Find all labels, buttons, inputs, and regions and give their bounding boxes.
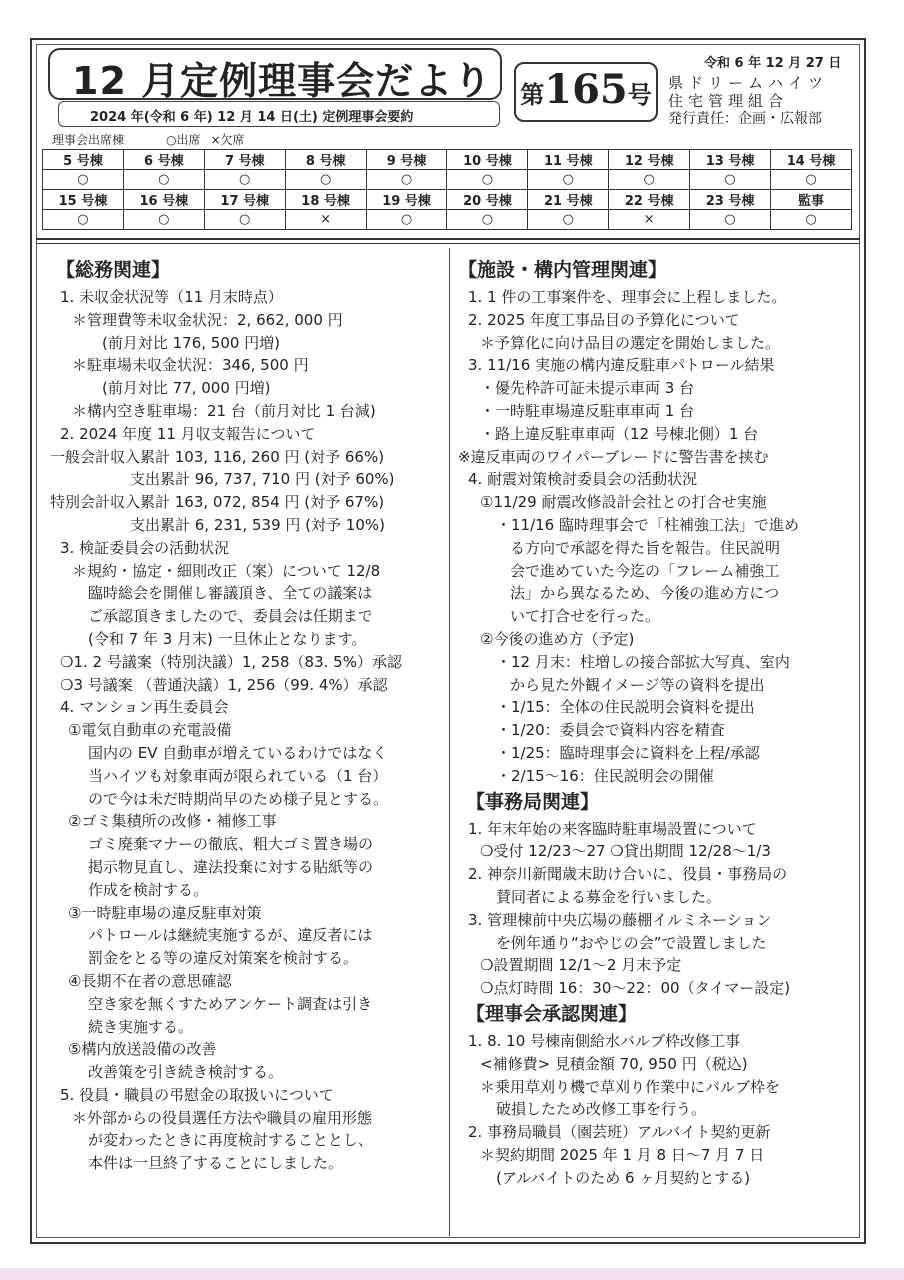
- text-line: ・11/16 臨時理事会で「柱補強工法」で進め: [496, 515, 799, 534]
- legend-absent: ×欠席: [210, 133, 245, 147]
- text-line: (前月対比 77, 000 円増): [102, 379, 271, 398]
- text-line: ・一時駐車場違反駐車車両 1 台: [480, 401, 695, 420]
- text-line: ＊駐車場未収金状況：346, 500 円: [72, 356, 309, 375]
- text-line: 支出累計 6, 231, 539 円 (対予 10%): [130, 515, 385, 534]
- issue-digits: 165: [544, 66, 628, 113]
- text-line: 当ハイツも対象車両が限られている（1 台）: [88, 766, 388, 785]
- section-divider-thin: [36, 243, 860, 244]
- text-line: ❍設置期間 12/1〜2 月末予定: [480, 956, 682, 975]
- text-line: ②今後の進め方（予定): [480, 629, 635, 648]
- building-cell: 12 号棟: [609, 150, 690, 170]
- org-responsible: 発行責任：企画・広報部: [668, 111, 822, 127]
- text-line: 1. 8. 10 号棟南側給水バルブ枠改修工事: [468, 1031, 741, 1050]
- text-line: ゴミ廃棄マナーの徹底、粗大ゴミ置き場の: [88, 835, 374, 854]
- building-cell: 5 号棟: [43, 150, 124, 170]
- text-line: 賛同者による募金を行いました。: [496, 887, 722, 906]
- text-line: 支出累計 96, 737, 710 円 (対予 60%): [130, 470, 395, 489]
- attendance-mark: ○: [285, 170, 366, 190]
- attendance-mark: ○: [690, 210, 771, 230]
- text-line: 臨時総会を開催し審議頂き、全ての議案は: [88, 584, 373, 603]
- right-column: [458, 256, 856, 1189]
- text-line: 一般会計収入累計 103, 116, 260 円 (対予 66%): [50, 447, 385, 466]
- text-line: ＊管理費等未収金状況：2, 662, 000 円: [72, 310, 343, 329]
- text-line: 破損したため改修工事を行う。: [496, 1100, 707, 1119]
- text-line: ・路上違反駐車車両（12 号棟北側）1 台: [480, 424, 759, 443]
- building-cell: 19 号棟: [366, 190, 447, 210]
- page-bottom-strip: [0, 1268, 904, 1280]
- text-line: ご承認頂きましたので、委員会は任期まで: [88, 607, 373, 626]
- building-cell: 7 号棟: [204, 150, 285, 170]
- text-line: ＊契約期間 2025 年 1 月 8 日〜7 月 7 日: [480, 1145, 765, 1164]
- building-cell: 6 号棟: [123, 150, 204, 170]
- building-cell: 23 号棟: [690, 190, 771, 210]
- attendance-mark: ○: [528, 170, 609, 190]
- building-cell: 16 号棟: [123, 190, 204, 210]
- attendance-mark: ○: [366, 170, 447, 190]
- text-line: ・1/15：全体の住民説明会資料を提出: [496, 698, 755, 717]
- text-line: 1. 未収金状況等（11 月末時点）: [60, 288, 283, 306]
- section-heading-approvals: 【理事会承認関連】: [466, 1002, 638, 1025]
- attendance-mark: ○: [43, 210, 124, 230]
- text-line: 続き実施する。: [88, 1017, 194, 1036]
- section-heading-facilities: 【施設・構内管理関連】: [458, 259, 668, 281]
- text-line: 法」から異なるため、今後の進め方につ: [510, 584, 780, 603]
- section-heading-office: 【事務局関連】: [466, 790, 600, 813]
- attendance-mark: ○: [123, 210, 204, 230]
- text-line: 1. 1 件の工事案件を、理事会に上程しました。: [468, 288, 787, 306]
- org-name-line1: 県ドリームハイツ: [668, 74, 829, 92]
- attendance-mark: ×: [285, 210, 366, 230]
- text-line: ・優先枠許可証未提示車両 3 台: [480, 379, 695, 398]
- meeting-subtitle: 2024 年(令和 6 年) 12 月 14 日(土) 定例理事会要約: [90, 110, 414, 125]
- text-line: 罰金をとる等の違反対策案を検討する。: [88, 949, 359, 968]
- legend-present: ○出席: [166, 133, 201, 147]
- attendance-mark: ○: [447, 170, 528, 190]
- text-line: ＊規約・協定・細則改正（案）について 12/8: [72, 561, 381, 580]
- text-line: ③一時駐車場の違反駐車対策: [68, 903, 262, 922]
- text-line: る方向で承認を得た旨を報告。住民説明: [510, 538, 781, 557]
- publisher-org: [668, 74, 828, 128]
- attendance-mark: ○: [366, 210, 447, 230]
- text-line: 2. 2025 年度工事品目の予算化について: [468, 310, 740, 329]
- text-line: 国内の EV 自動車が増えているわけではなく: [88, 743, 388, 762]
- attendance-header-row-1: [43, 150, 852, 170]
- text-line: 掲示物見直し、違法投棄に対する貼紙等の: [88, 857, 374, 876]
- building-cell: 15 号棟: [43, 190, 124, 210]
- building-cell: 18 号棟: [285, 190, 366, 210]
- attendance-mark: ○: [123, 170, 204, 190]
- issue-prefix: 第: [520, 81, 545, 109]
- text-line: ①電気自動車の充電設備: [68, 721, 232, 740]
- text-line: ・1/25：臨時理事会に資料を上程/承認: [496, 743, 760, 762]
- text-line: 本件は一旦終了することにしました。: [88, 1154, 344, 1173]
- text-line: いて打合せを行った。: [510, 607, 661, 626]
- section-heading-general: 【総務関連】: [56, 259, 171, 281]
- text-line: 4. マンション再生委員会: [60, 698, 229, 717]
- attendance-mark: ○: [771, 170, 852, 190]
- text-line: 3. 11/16 実施の構内違反駐車パトロール結果: [468, 356, 775, 375]
- text-line: ①11/29 耐震改修設計会社との打合せ実施: [480, 493, 767, 512]
- text-line: ・2/15〜16：住民説明会の開催: [496, 766, 714, 785]
- text-line: ので今は未だ時期尚早のため様子見とする。: [88, 789, 389, 808]
- left-column: [50, 256, 445, 1175]
- text-line: ・1/20：委員会で資料内容を精査: [496, 721, 725, 740]
- building-cell: 21 号棟: [528, 190, 609, 210]
- attendance-mark: ○: [609, 170, 690, 190]
- text-line: (令和 7 年 3 月末) 一旦休止となります。: [88, 629, 367, 648]
- text-line: ・12 月末：柱増しの接合部拡大写真、室内: [496, 652, 790, 671]
- org-name-line2: 住宅管理組合: [668, 92, 789, 110]
- text-line: <補修費> 見積金額 70, 950 円（税込): [480, 1054, 748, 1073]
- building-cell: 17 号棟: [204, 190, 285, 210]
- text-line: 5. 役員・職員の弔慰金の取扱いについて: [60, 1085, 334, 1104]
- column-divider: [449, 248, 450, 1236]
- text-line: ※違反車両のワイパーブレードに警告書を挟む: [458, 447, 769, 466]
- text-line: 2. 神奈川新聞歳末助け合いに、役員・事務局の: [468, 865, 788, 884]
- building-cell: 14 号棟: [771, 150, 852, 170]
- attendance-mark: ○: [528, 210, 609, 230]
- text-line: ②ゴミ集積所の改修・補修工事: [68, 812, 277, 831]
- text-line: 2. 2024 年度 11 月収支報告について: [60, 424, 316, 443]
- attendance-mark-row-2: [43, 210, 852, 230]
- text-line: 空き家を無くすためアンケート調査は引き: [88, 994, 373, 1013]
- text-line: 1. 年末年始の来客臨時駐車場設置について: [468, 819, 757, 838]
- attendance-mark: ○: [43, 170, 124, 190]
- attendance-table: [42, 149, 852, 230]
- attendance-title: 理事会出席棟: [52, 133, 125, 147]
- text-line: が変わったときに再度検討することとし、: [88, 1131, 373, 1150]
- newsletter-title: 12 月定例理事会だより: [72, 59, 493, 103]
- attendance-mark: ○: [204, 210, 285, 230]
- text-line: ❍受付 12/23〜27 ❍貸出期間 12/28〜1/3: [480, 842, 771, 861]
- text-line: パトロールは継続実施するが、違反者には: [88, 926, 373, 945]
- attendance-mark: ○: [204, 170, 285, 190]
- building-cell: 22 号棟: [609, 190, 690, 210]
- building-cell: 11 号棟: [528, 150, 609, 170]
- text-line: ❍1. 2 号議案（特別決議）1, 258（83. 5%）承認: [60, 652, 402, 671]
- text-line: 2. 事務局職員（園芸班）アルバイト契約更新: [468, 1123, 771, 1142]
- text-line: ＊外部からの役員選任方法や職員の雇用形態: [72, 1108, 373, 1127]
- issue-suffix: 号: [627, 81, 652, 109]
- text-line: ＊予算化に向け品目の選定を開始しました。: [480, 333, 781, 352]
- text-line: 作成を検討する。: [88, 880, 209, 899]
- issue-number: [520, 66, 652, 113]
- text-line: ＊構内空き駐車場：21 台（前月対比 1 台減): [72, 401, 376, 420]
- building-cell: 13 号棟: [690, 150, 771, 170]
- text-line: 4. 耐震対策検討委員会の活動状況: [468, 470, 698, 489]
- section-divider: [36, 238, 860, 240]
- text-line: 改善策を引き続き検討する。: [88, 1063, 284, 1082]
- text-line: (アルバイトのため 6 ヶ月契約とする): [496, 1168, 751, 1187]
- text-line: 3. 検証委員会の活動状況: [60, 538, 230, 557]
- attendance-header-row-2: [43, 190, 852, 210]
- text-line: を例年通り“おやじの会”で設置しました: [496, 933, 767, 952]
- text-line: ⑤構内放送設備の改善: [68, 1040, 217, 1059]
- building-cell: 10 号棟: [447, 150, 528, 170]
- text-line: ❍点灯時間 16：30〜22：00（タイマー設定): [480, 979, 791, 998]
- text-line: ④長期不在者の意思確認: [68, 971, 232, 990]
- text-line: から見た外観イメージ等の資料を提出: [510, 675, 765, 694]
- attendance-mark: ○: [771, 210, 852, 230]
- building-cell: 8 号棟: [285, 150, 366, 170]
- publish-date: 令和 6 年 12 月 27 日: [704, 56, 842, 71]
- attendance-mark: ○: [690, 170, 771, 190]
- text-line: 特別会計収入累計 163, 072, 854 円 (対予 67%): [50, 493, 385, 512]
- building-cell: 監事: [771, 190, 852, 210]
- building-cell: 20 号棟: [447, 190, 528, 210]
- building-cell: 9 号棟: [366, 150, 447, 170]
- text-line: 3. 管理棟前中央広場の藤棚イルミネーション: [468, 910, 772, 929]
- attendance-mark: ×: [609, 210, 690, 230]
- text-line: ＊乗用草刈り機で草刈り作業中にバルブ枠を: [480, 1077, 781, 1096]
- attendance-label: [52, 131, 245, 148]
- text-line: 会で進めていた今迄の「フレーム補強工: [510, 561, 780, 580]
- attendance-mark: ○: [447, 210, 528, 230]
- text-line: ❍3 号議案 （普通決議）1, 256（99. 4%）承認: [60, 675, 388, 694]
- text-line: (前月対比 176, 500 円増): [102, 333, 281, 352]
- attendance-mark-row-1: [43, 170, 852, 190]
